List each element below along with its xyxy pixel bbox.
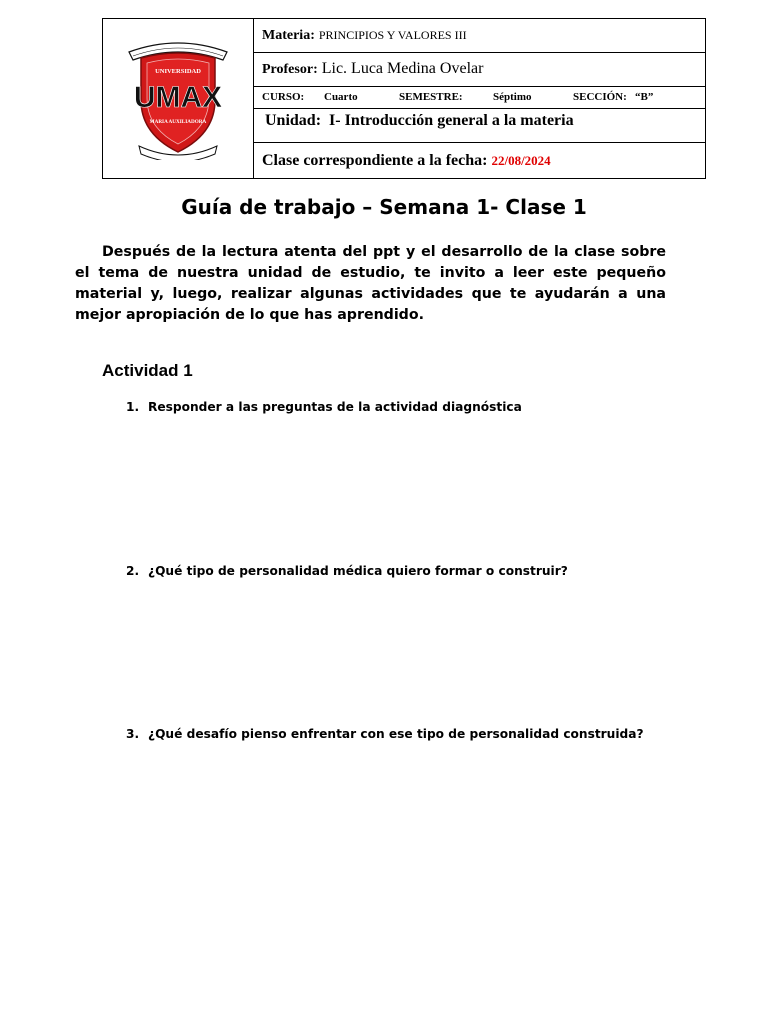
clase-date: 22/08/2024 [491, 152, 551, 168]
question-item [126, 564, 568, 578]
materia-label: Materia [262, 28, 311, 44]
clase-label: Clase correspondiente a la fecha [262, 151, 483, 169]
materia-row: Materia: PRINCIPIOS Y VALORES III [254, 19, 706, 53]
seccion-label: SECCIÓN: [573, 91, 627, 104]
profesor-row: Profesor: Lic. Luca Medina Ovelar [254, 52, 706, 87]
curso-row [254, 87, 706, 108]
semestre-value: Séptimo [493, 91, 532, 104]
unidad-row [254, 108, 706, 143]
clase-row: Clase correspondiente a la fecha: 22/08/2024 [254, 143, 706, 179]
profesor-label: Profesor [262, 62, 314, 78]
question-number: 3. [126, 727, 140, 741]
unidad-label: Unidad: [265, 111, 322, 129]
university-logo [103, 19, 254, 179]
curso-value: Cuarto [324, 91, 358, 104]
logo-bottom-text: MARIA AUXILIADORA [149, 118, 207, 125]
header-table [102, 18, 706, 179]
question-number: 1. [126, 400, 140, 414]
materia-value: PRINCIPIOS Y VALORES III [318, 28, 467, 43]
activity-title: Actividad 1 [102, 361, 193, 380]
umax-logo-icon [119, 38, 237, 160]
question-item [126, 400, 522, 414]
question-text: ¿Qué desafío pienso enfrentar con ese tipo de personalidad construida? [148, 727, 644, 741]
question-item [126, 727, 644, 741]
page-title: Guía de trabajo – Semana 1- Clase 1 [181, 195, 587, 219]
profesor-value: Lic. Luca Medina Ovelar [321, 60, 484, 78]
question-text: Responder a las preguntas de la actividad diagnóstica [148, 400, 522, 414]
question-number: 2. [126, 564, 140, 578]
curso-label: CURSO: [262, 91, 305, 104]
logo-name-text: UMAX [133, 80, 223, 114]
unidad-value: I- Introducción general a la materia [329, 111, 574, 129]
seccion-value: “B” [635, 91, 654, 104]
intro-paragraph: Después de la lectura atenta del ppt y el desarrollo de la clase sobre el tema de nuestra unidad de estudio, te invito a leer este pequeño material y, luego, realizar algunas actividades que te ayudarán a una mejor apropiación de lo que has aprendido. [75, 244, 666, 323]
question-text: ¿Qué tipo de personalidad médica quiero formar o construir? [148, 564, 568, 578]
logo-top-text: UNIVERSIDAD [155, 67, 201, 75]
semestre-label: SEMESTRE: [399, 91, 463, 104]
